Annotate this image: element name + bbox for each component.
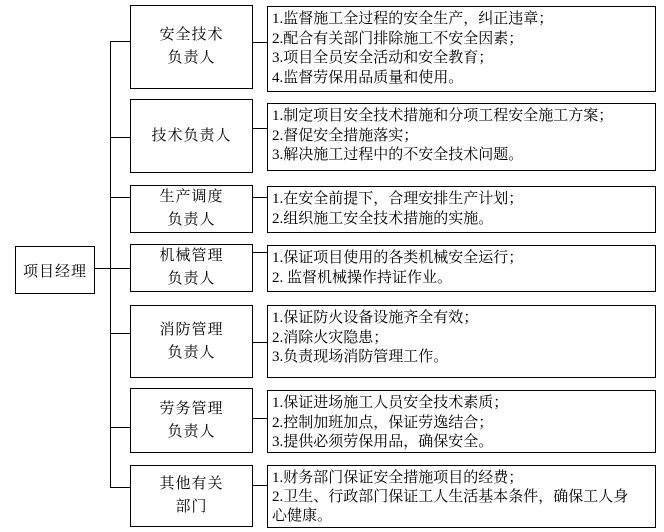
connector-root-link bbox=[94, 268, 130, 269]
role-label-line: 消防管理 bbox=[159, 321, 224, 338]
role-label-line: 安全技术 bbox=[159, 27, 224, 43]
role-box-technical bbox=[130, 99, 253, 173]
role-label-line: 生产调度 bbox=[159, 189, 224, 205]
duties-box-production-dispatch bbox=[267, 186, 656, 233]
duty-line: 2.卫生、行政部门保证工人生活基本条件，确保工人身心健康。 bbox=[272, 489, 629, 524]
duty-line: 1.监督施工全过程的安全生产，纠正违章； bbox=[272, 11, 554, 27]
duty-line: 2. 监督机械操作持证作业。 bbox=[272, 269, 453, 286]
duty-line: 3.项目全员安全活动和安全教育； bbox=[272, 50, 494, 66]
connector-branch-2 bbox=[110, 137, 130, 138]
role-box-labor-mgmt bbox=[130, 388, 253, 453]
role-label-line: 负责人 bbox=[167, 344, 216, 361]
duty-line: 1.财务部门保证安全措施项目的经费； bbox=[272, 470, 524, 486]
duty-line: 1.保证进场施工人员安全技术素质； bbox=[272, 395, 509, 411]
duty-line: 2.消除火灾隐患； bbox=[272, 329, 389, 346]
duties-box-fire-mgmt bbox=[267, 305, 656, 378]
duties-box-labor-mgmt bbox=[267, 390, 656, 453]
role-label-line: 技术负责人 bbox=[151, 127, 232, 144]
duty-line: 3.负责现场消防管理工作。 bbox=[272, 349, 449, 365]
connector-duties-1 bbox=[253, 42, 267, 43]
role-label-line: 负责人 bbox=[167, 423, 216, 440]
duty-line: 1.在安全前提下，合理安排生产计划； bbox=[272, 191, 524, 207]
role-label-line: 负责人 bbox=[167, 50, 216, 66]
role-box-machinery-mgmt bbox=[130, 244, 253, 292]
role-box-fire-mgmt bbox=[130, 305, 253, 378]
duties-box-technical bbox=[267, 103, 656, 171]
duty-line: 1.保证项目使用的各类机械安全运行； bbox=[272, 250, 524, 266]
connector-duties-5 bbox=[253, 342, 267, 343]
duty-line: 2.督促安全措施落实； bbox=[272, 127, 419, 144]
role-label-line: 负责人 bbox=[167, 271, 216, 287]
duties-box-safety-tech bbox=[267, 6, 656, 92]
role-label-line: 部门 bbox=[175, 499, 208, 515]
connector-branch-6 bbox=[110, 427, 130, 428]
connector-branch-7 bbox=[110, 487, 130, 488]
role-label-line: 负责人 bbox=[167, 212, 216, 228]
connector-duties-2 bbox=[253, 128, 267, 129]
role-box-safety-tech bbox=[130, 5, 253, 89]
connector-branch-3 bbox=[110, 197, 130, 198]
connector-duties-3 bbox=[253, 197, 267, 198]
duty-line: 3.解决施工过程中的不安全技术问题。 bbox=[272, 147, 524, 163]
duties-box-other-departments bbox=[267, 465, 656, 528]
node-project-manager bbox=[15, 246, 95, 294]
connector-branch-5 bbox=[110, 333, 130, 334]
node-label: 项目经理 bbox=[22, 263, 87, 280]
duty-line: 4.监督劳保用品质量和使用。 bbox=[272, 69, 464, 86]
connector-duties-7 bbox=[253, 485, 267, 486]
connector-duties-4 bbox=[253, 252, 267, 253]
duty-line: 2.组织施工安全技术措施的实施。 bbox=[272, 210, 494, 227]
duty-line: 1.保证防火设备设施齐全有效； bbox=[272, 310, 479, 326]
role-box-production-dispatch bbox=[130, 185, 253, 233]
connector-trunk bbox=[110, 41, 111, 488]
duty-line: 2.配合有关部门排除施工不安全因素； bbox=[272, 30, 524, 47]
duty-line: 3.提供必须劳保用品，确保安全。 bbox=[272, 434, 494, 450]
role-label-line: 机械管理 bbox=[159, 248, 224, 264]
duty-line: 2.控制加班加点，保证劳逸结合； bbox=[272, 414, 494, 431]
connector-branch-1 bbox=[110, 41, 130, 42]
role-label-line: 劳务管理 bbox=[159, 400, 224, 417]
duties-box-machinery-mgmt bbox=[267, 245, 656, 292]
role-box-other-departments bbox=[130, 465, 253, 527]
duty-line: 1.制定项目安全技术措施和分项工程安全施工方案； bbox=[272, 108, 614, 124]
connector-duties-6 bbox=[253, 418, 267, 419]
role-label-line: 其他有关 bbox=[159, 476, 224, 492]
